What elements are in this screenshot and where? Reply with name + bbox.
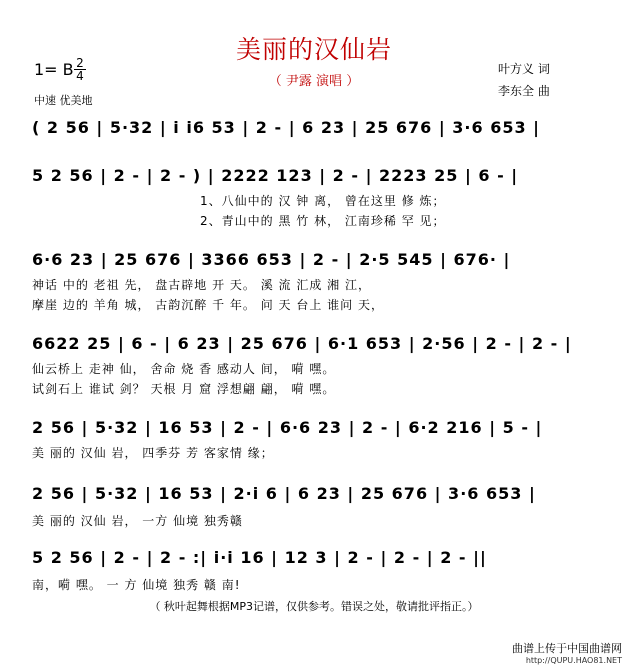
key-signature: 1= B [34, 60, 74, 79]
tempo-marking: 中速 优美地 [34, 94, 93, 107]
notation-line: 6622 25 | 6 - | 6 23 | 25 676 | 6·1 653 | 2·56 | 2 - | 2 - | [32, 334, 572, 353]
notation-line: 5 2 56 | 2 - | 2 - ) | 2222 123 | 2 - | 2223 25 | 6 - | [32, 166, 519, 185]
lyric-verse-1: 神话 中的 老祖 先， 盘古辟地 开 天。 溪 流 汇成 湘 江， [32, 278, 371, 292]
lyric-verse-1: 南，嗬 嘿。 一 方 仙境 独秀 赣 南! [32, 578, 241, 592]
lyric-verse-1: 美 丽的 汉仙 岩， 四季芬 芳 客家情 缘； [32, 446, 274, 460]
notation-line: 6·6 23 | 25 676 | 3366 653 | 2 - | 2·5 545 | 676· | [32, 250, 511, 269]
composer-credit: 李东全 曲 [498, 84, 550, 98]
lyric-verse-1: 仙云桥上 走神 仙， 舍命 烧 香 感动人 间， 嗬 嘿。 [32, 362, 336, 376]
notation-line: ( 2 56 | 5·32 | i i6 53 | 2 - | 6 23 | 25 676 | 3·6 653 | [32, 118, 541, 137]
lyric-verse-2: 摩崖 边的 羊角 城， 古韵沉醉 千 年。 问 天 台上 谁问 天， [32, 298, 384, 312]
site-watermark-url: http://QUPU.HAO81.NET [525, 656, 622, 665]
lyric-verse-2: 试剑石上 谁试 剑？ 天根 月 窟 浮想翩 翩， 嗬 嘿。 [32, 382, 336, 396]
lyric-verse-1: 美 丽的 汉仙 岩， 一方 仙境 独秀赣 [32, 514, 243, 528]
time-signature-top: 2 [76, 56, 84, 70]
lyric-verse-2: 2、青山中的 黑 竹 林， 江南珍稀 罕 见； [200, 214, 446, 228]
lyric-verse-1: 1、八仙中的 汉 钟 离， 曾在这里 修 炼； [200, 194, 446, 208]
lyricist-credit: 叶方义 词 [498, 62, 550, 76]
song-title: 美丽的汉仙岩 [235, 35, 392, 64]
singer-credit: （ 尹露 演唱 ） [268, 74, 360, 89]
notation-line: 2 56 | 5·32 | 16 53 | 2·i 6 | 6 23 | 25 676 | 3·6 653 | [32, 484, 536, 503]
time-signature [74, 57, 86, 82]
notation-line: 5 2 56 | 2 - | 2 - :| i·i 16 | 12 3 | 2 - | 2 - | 2 - || [32, 548, 487, 567]
site-watermark: 曲谱上传于中国曲谱网 [512, 642, 622, 655]
notation-line: 2 56 | 5·32 | 16 53 | 2 - | 6·6 23 | 2 - | 6·2 216 | 5 - | [32, 418, 543, 437]
transcription-note: （ 秋叶起舞根据MP3记谱，仅供参考。错误之处，敬请批评指正。） [149, 600, 479, 613]
time-signature-bottom: 4 [74, 69, 86, 82]
